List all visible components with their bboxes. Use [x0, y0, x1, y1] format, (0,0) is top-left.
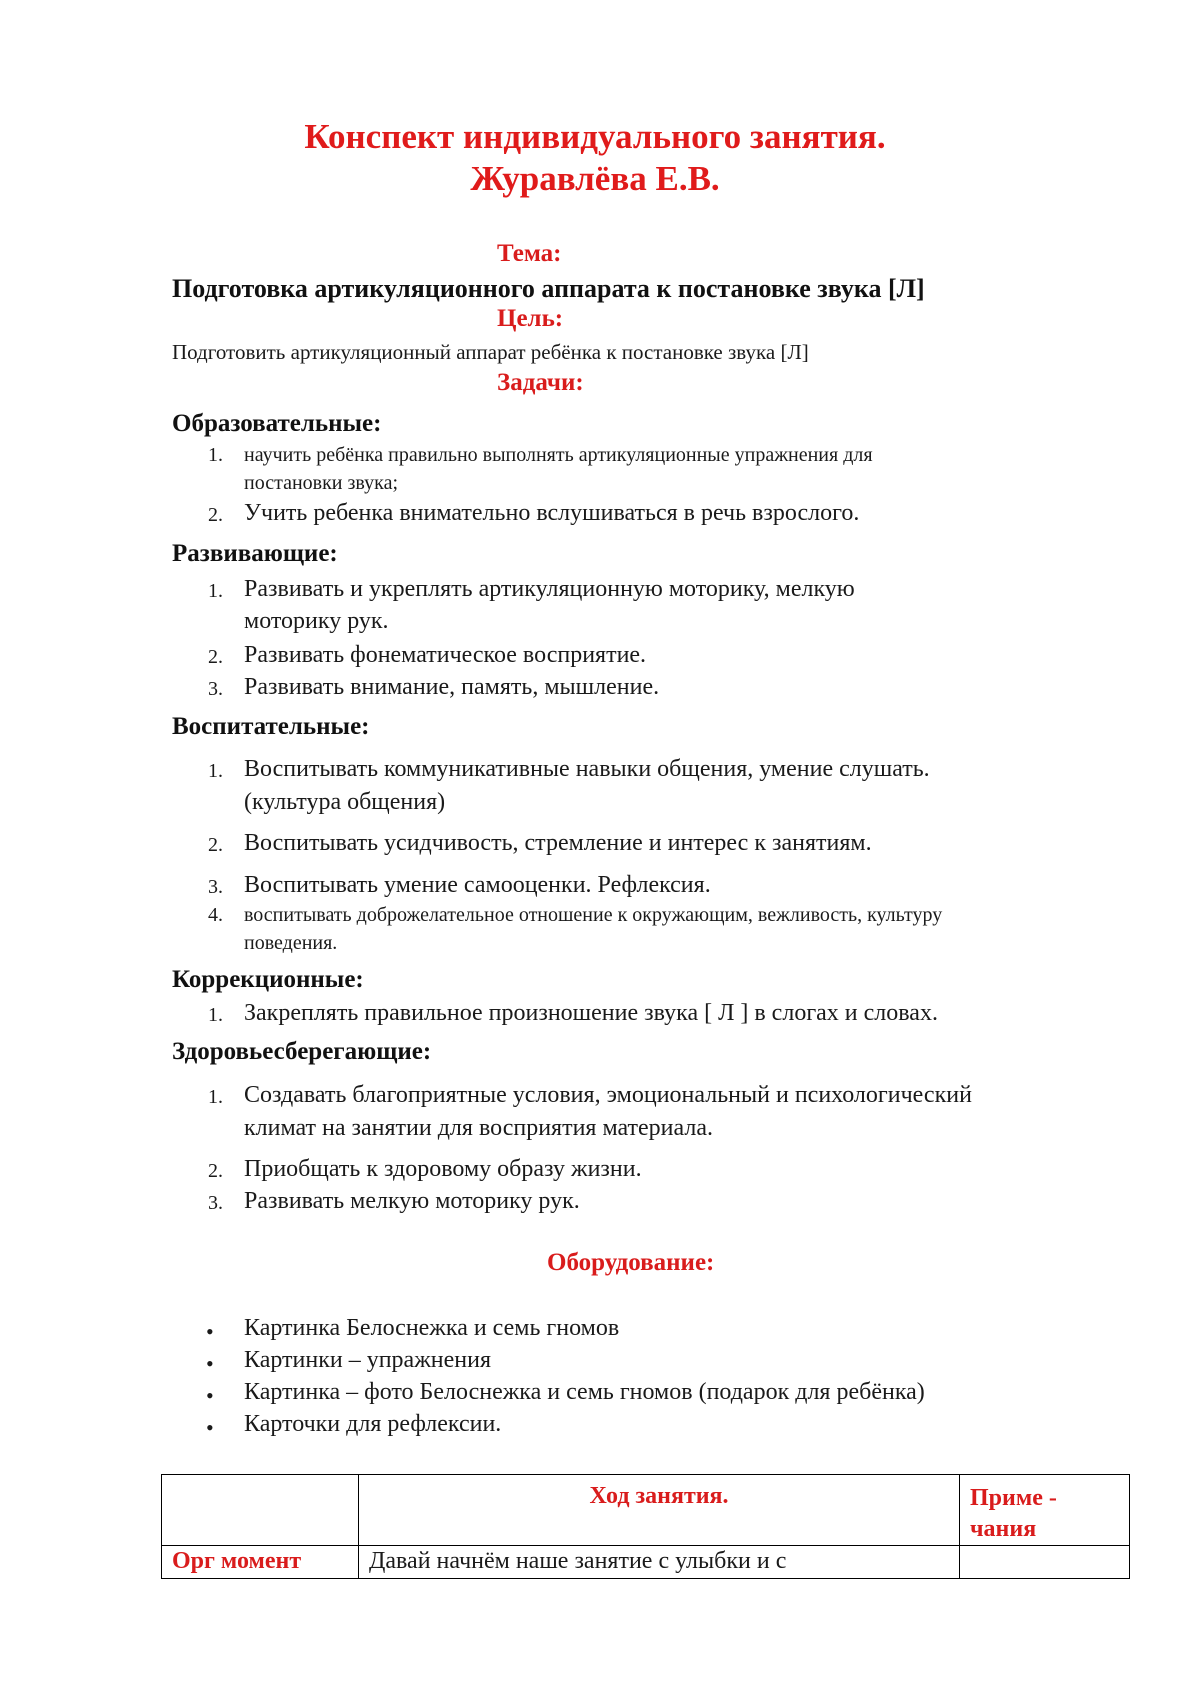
bullet-icon: • [206, 1383, 214, 1408]
list-item: воспитывать доброжелательное отношение к окружающим, вежливость, культуру [244, 904, 943, 926]
list-number: 3. [208, 876, 223, 898]
list-number: 1. [208, 1086, 223, 1108]
stage-description: Давай начнём наше занятие с улыбки и с [369, 1548, 787, 1574]
list-item: Развивать фонематическое восприятие. [244, 642, 647, 668]
list-number: 3. [208, 678, 223, 700]
list-item: Создавать благоприятные условия, эмоциональный и психологический [244, 1082, 972, 1108]
list-item: научить ребёнка правильно выполнять артикуляционные упражнения для [244, 444, 873, 466]
document-title-line1: Конспект индивидуального занятия. [304, 117, 886, 156]
list-number: 2. [208, 504, 223, 526]
list-item: Закреплять правильное произношение звука [ Л ] в слогах и словах. [244, 1000, 938, 1026]
list-number: 2. [208, 1160, 223, 1182]
notes-heading-line1: Приме - [970, 1485, 1057, 1511]
list-number: 1. [208, 1004, 223, 1026]
correction-heading: Коррекционные: [172, 966, 364, 993]
lesson-plan-table [161, 1474, 1130, 1579]
list-number: 2. [208, 646, 223, 668]
list-item-continuation: постановки звука; [244, 472, 399, 494]
table-header-row [162, 1475, 1130, 1546]
notes-heading-line2: чания [970, 1516, 1037, 1542]
stage-label: Орг момент [172, 1548, 302, 1574]
list-item: Воспитывать умение самооценки. Рефлексия. [244, 872, 711, 898]
list-item-continuation: (культура общения) [244, 789, 446, 815]
bullet-icon: • [206, 1415, 214, 1440]
list-number: 4. [208, 904, 223, 926]
list-item-continuation: поведения. [244, 932, 338, 954]
upbringing-heading: Воспитательные: [172, 713, 370, 740]
document-title-author: Журавлёва Е.В. [470, 159, 720, 198]
developing-heading: Развивающие: [172, 540, 338, 567]
list-item: Воспитывать коммуникативные навыки общения, умение слушать. [244, 756, 930, 782]
table-cell [162, 1546, 359, 1579]
educational-heading: Образовательные: [172, 410, 382, 437]
list-item: Развивать мелкую моторику рук. [244, 1188, 580, 1214]
table-cell [960, 1546, 1130, 1579]
list-item-continuation: моторику рук. [244, 608, 389, 634]
list-number: 1. [208, 444, 223, 466]
bullet-icon: • [206, 1351, 214, 1376]
table-row [162, 1546, 1130, 1579]
table-header-cell [359, 1475, 960, 1546]
bullet-icon: • [206, 1319, 214, 1344]
table-cell [359, 1546, 960, 1579]
table-header-empty-cell [162, 1475, 359, 1546]
tasks-label: Задачи: [497, 369, 584, 396]
list-item: Развивать внимание, память, мышление. [244, 674, 660, 700]
list-item: Приобщать к здоровому образу жизни. [244, 1156, 642, 1182]
goal-label: Цель: [497, 305, 564, 332]
goal-text: Подготовить артикуляционный аппарат ребёнка к постановке звука [Л] [172, 340, 809, 364]
list-number: 1. [208, 760, 223, 782]
list-number: 1. [208, 580, 223, 602]
list-item: Воспитывать усидчивость, стремление и интерес к занятиям. [244, 830, 872, 856]
list-item: Развивать и укреплять артикуляционную моторику, мелкую [244, 576, 855, 602]
list-item: Учить ребенка внимательно вслушиваться в речь взрослого. [244, 500, 860, 526]
list-item: Картинка Белоснежка и семь гномов [244, 1315, 620, 1341]
list-number: 3. [208, 1192, 223, 1214]
list-item: Картинки – упражнения [244, 1347, 492, 1373]
lesson-progress-heading: Ход занятия. [589, 1483, 729, 1509]
table-header-cell [960, 1475, 1130, 1546]
list-item-continuation: климат на занятии для восприятия материала. [244, 1115, 713, 1141]
list-number: 2. [208, 834, 223, 856]
theme-text: Подготовка артикуляционного аппарата к постановке звука [Л] [172, 274, 925, 303]
theme-label: Тема: [497, 240, 562, 267]
equipment-label: Оборудование: [547, 1249, 715, 1276]
health-heading: Здоровьесберегающие: [172, 1038, 432, 1065]
list-item: Картинка – фото Белоснежка и семь гномов (подарок для ребёнка) [244, 1379, 925, 1405]
list-item: Карточки для рефлексии. [244, 1411, 502, 1437]
